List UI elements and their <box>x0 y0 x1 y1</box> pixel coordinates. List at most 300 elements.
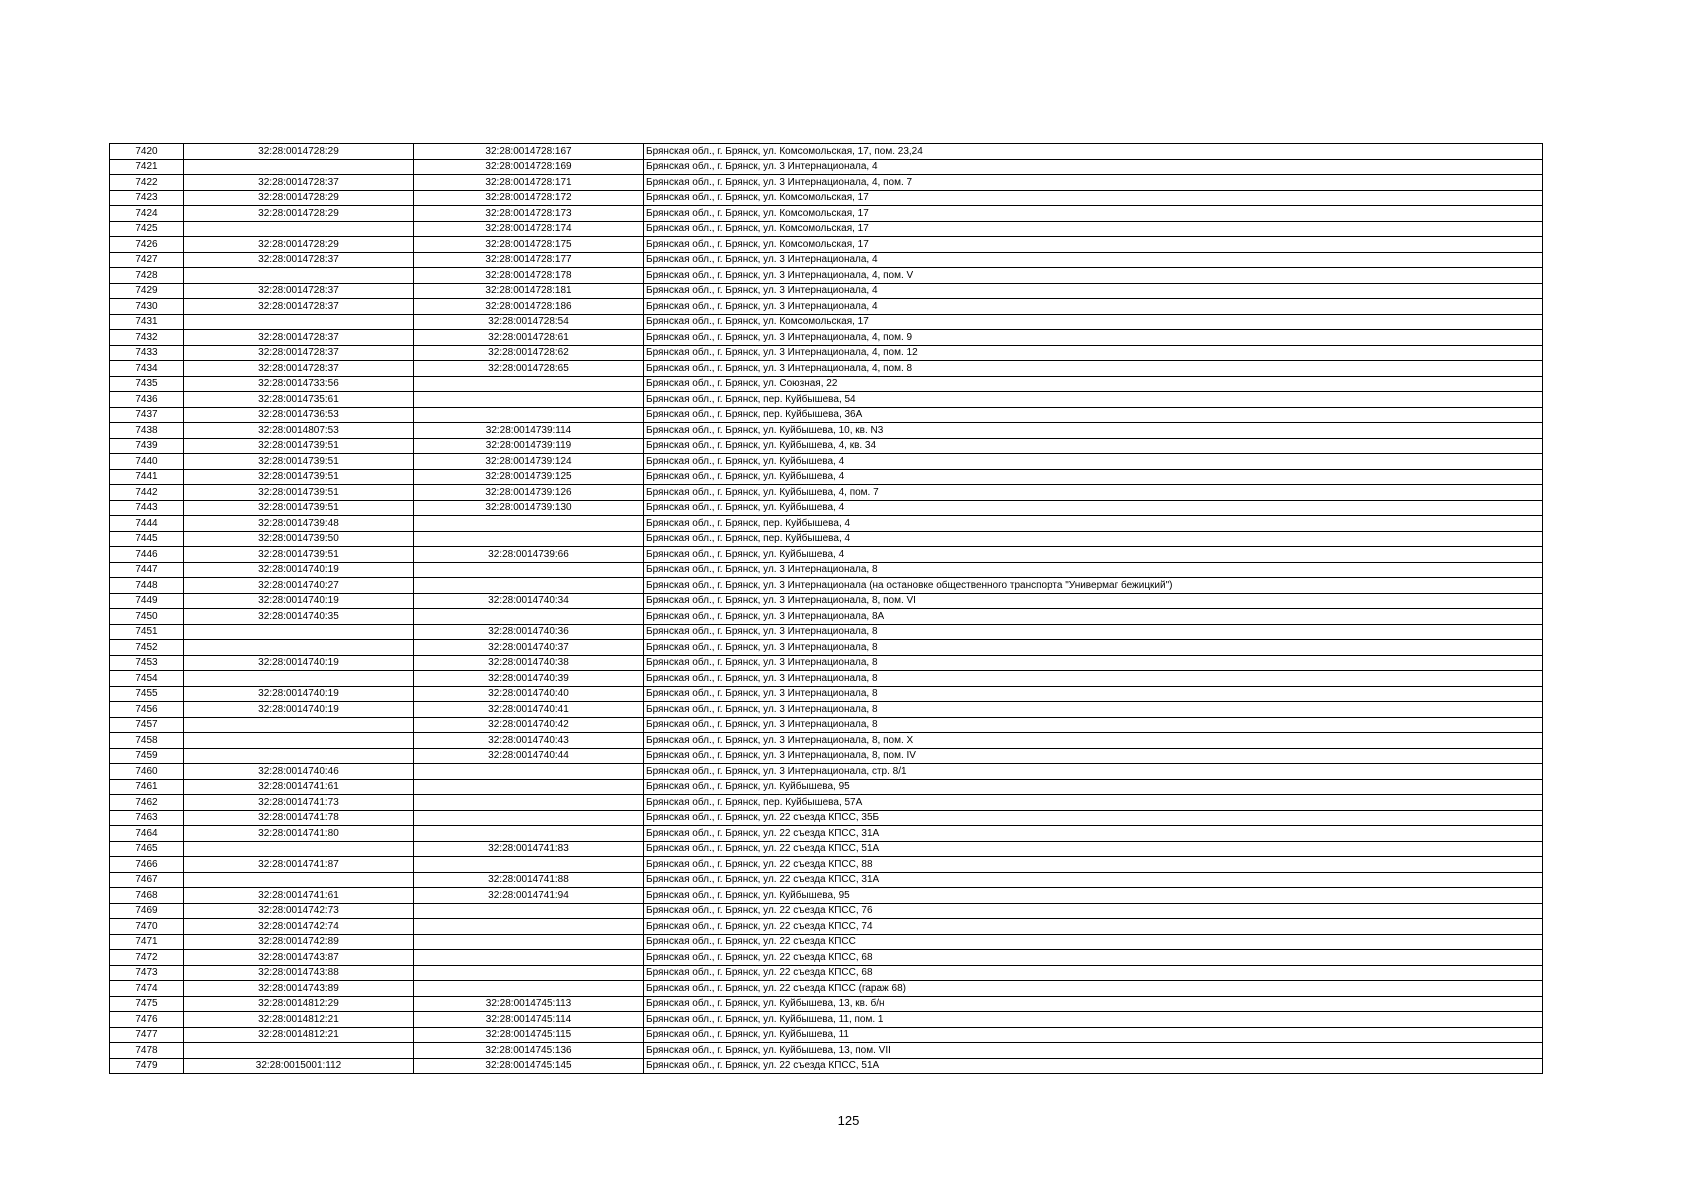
table-row <box>110 392 1543 408</box>
address-cell: Брянская обл., г. Брянск, пер. Куйбышева, 57А <box>644 795 1543 811</box>
address-cell: Брянская обл., г. Брянск, ул. 3 Интернационала, 4 <box>644 283 1543 299</box>
object-cadastral-number-cell: 32:28:0014728:175 <box>414 237 644 253</box>
table-row <box>110 934 1543 950</box>
table-row <box>110 299 1543 315</box>
land-cadastral-number-cell: 32:28:0014812:21 <box>184 1027 414 1043</box>
row-number-cell: 7422 <box>110 175 184 191</box>
table-row <box>110 1027 1543 1043</box>
address-cell: Брянская обл., г. Брянск, ул. 22 съезда КПСС, 51А <box>644 1058 1543 1074</box>
object-cadastral-number-cell <box>414 795 644 811</box>
table-row <box>110 795 1543 811</box>
land-cadastral-number-cell: 32:28:0014740:19 <box>184 702 414 718</box>
land-cadastral-number-cell <box>184 841 414 857</box>
row-number-cell: 7461 <box>110 779 184 795</box>
address-cell: Брянская обл., г. Брянск, ул. Комсомольская, 17, пом. 23,24 <box>644 144 1543 160</box>
land-cadastral-number-cell: 32:28:0014728:37 <box>184 283 414 299</box>
object-cadastral-number-cell <box>414 903 644 919</box>
object-cadastral-number-cell: 32:28:0014728:177 <box>414 252 644 268</box>
page-number: 125 <box>837 1113 860 1128</box>
row-number-cell: 7442 <box>110 485 184 501</box>
object-cadastral-number-cell <box>414 826 644 842</box>
row-number-cell: 7454 <box>110 671 184 687</box>
table-row <box>110 500 1543 516</box>
property-table <box>109 143 1543 1074</box>
land-cadastral-number-cell: 32:28:0014736:53 <box>184 407 414 423</box>
address-cell: Брянская обл., г. Брянск, ул. 3 Интернационала, 4 <box>644 299 1543 315</box>
table-row <box>110 888 1543 904</box>
table-row <box>110 1058 1543 1074</box>
table-row <box>110 841 1543 857</box>
row-number-cell: 7438 <box>110 423 184 439</box>
table-row <box>110 314 1543 330</box>
land-cadastral-number-cell: 32:28:0014728:37 <box>184 175 414 191</box>
object-cadastral-number-cell: 32:28:0014739:66 <box>414 547 644 563</box>
land-cadastral-number-cell <box>184 314 414 330</box>
address-cell: Брянская обл., г. Брянск, ул. 3 Интернационала, 8 <box>644 671 1543 687</box>
address-cell: Брянская обл., г. Брянск, ул. 3 Интернационала, 4, пом. 8 <box>644 361 1543 377</box>
table-body <box>110 144 1543 1074</box>
land-cadastral-number-cell: 32:28:0014728:29 <box>184 144 414 160</box>
land-cadastral-number-cell: 32:28:0014739:51 <box>184 500 414 516</box>
object-cadastral-number-cell: 32:28:0014740:34 <box>414 593 644 609</box>
table-row <box>110 671 1543 687</box>
row-number-cell: 7464 <box>110 826 184 842</box>
object-cadastral-number-cell: 32:28:0014728:174 <box>414 221 644 237</box>
address-cell: Брянская обл., г. Брянск, ул. 3 Интернационала, 4, пом. 12 <box>644 345 1543 361</box>
table-row <box>110 624 1543 640</box>
row-number-cell: 7441 <box>110 469 184 485</box>
land-cadastral-number-cell: 32:28:0014739:51 <box>184 438 414 454</box>
row-number-cell: 7457 <box>110 717 184 733</box>
address-cell: Брянская обл., г. Брянск, ул. 3 Интернационала (на остановке общественного транспорта "Универмаг бежицкий") <box>644 578 1543 594</box>
table-row <box>110 686 1543 702</box>
row-number-cell: 7424 <box>110 206 184 222</box>
object-cadastral-number-cell: 32:28:0014740:44 <box>414 748 644 764</box>
row-number-cell: 7426 <box>110 237 184 253</box>
address-cell: Брянская обл., г. Брянск, ул. 22 съезда КПСС, 31А <box>644 826 1543 842</box>
address-cell: Брянская обл., г. Брянск, ул. 22 съезда КПСС, 68 <box>644 965 1543 981</box>
object-cadastral-number-cell <box>414 934 644 950</box>
row-number-cell: 7444 <box>110 516 184 532</box>
row-number-cell: 7477 <box>110 1027 184 1043</box>
land-cadastral-number-cell <box>184 748 414 764</box>
row-number-cell: 7437 <box>110 407 184 423</box>
row-number-cell: 7436 <box>110 392 184 408</box>
table-row <box>110 206 1543 222</box>
table-row <box>110 361 1543 377</box>
table-row <box>110 872 1543 888</box>
address-cell: Брянская обл., г. Брянск, ул. Куйбышева, 95 <box>644 779 1543 795</box>
table-row <box>110 516 1543 532</box>
table-row <box>110 423 1543 439</box>
object-cadastral-number-cell: 32:28:0014739:125 <box>414 469 644 485</box>
address-cell: Брянская обл., г. Брянск, ул. Союзная, 22 <box>644 376 1543 392</box>
table-row <box>110 748 1543 764</box>
table-row <box>110 640 1543 656</box>
table-row <box>110 996 1543 1012</box>
row-number-cell: 7434 <box>110 361 184 377</box>
row-number-cell: 7421 <box>110 159 184 175</box>
object-cadastral-number-cell: 32:28:0014739:124 <box>414 454 644 470</box>
table-row <box>110 702 1543 718</box>
land-cadastral-number-cell: 32:28:0014741:73 <box>184 795 414 811</box>
object-cadastral-number-cell <box>414 981 644 997</box>
address-cell: Брянская обл., г. Брянск, ул. Куйбышева, 11, пом. 1 <box>644 1012 1543 1028</box>
object-cadastral-number-cell: 32:28:0014740:43 <box>414 733 644 749</box>
land-cadastral-number-cell: 32:28:0014741:78 <box>184 810 414 826</box>
land-cadastral-number-cell: 32:28:0015001:112 <box>184 1058 414 1074</box>
land-cadastral-number-cell <box>184 640 414 656</box>
address-cell: Брянская обл., г. Брянск, пер. Куйбышева, 4 <box>644 516 1543 532</box>
object-cadastral-number-cell <box>414 531 644 547</box>
object-cadastral-number-cell: 32:28:0014745:114 <box>414 1012 644 1028</box>
address-cell: Брянская обл., г. Брянск, ул. Комсомольская, 17 <box>644 206 1543 222</box>
land-cadastral-number-cell: 32:28:0014742:89 <box>184 934 414 950</box>
row-number-cell: 7432 <box>110 330 184 346</box>
address-cell: Брянская обл., г. Брянск, ул. 22 съезда КПСС, 76 <box>644 903 1543 919</box>
land-cadastral-number-cell: 32:28:0014728:37 <box>184 361 414 377</box>
table-row <box>110 965 1543 981</box>
land-cadastral-number-cell: 32:28:0014728:29 <box>184 206 414 222</box>
address-cell: Брянская обл., г. Брянск, ул. 3 Интернационала, стр. 8/1 <box>644 764 1543 780</box>
land-cadastral-number-cell: 32:28:0014728:37 <box>184 252 414 268</box>
row-number-cell: 7427 <box>110 252 184 268</box>
land-cadastral-number-cell: 32:28:0014735:61 <box>184 392 414 408</box>
object-cadastral-number-cell <box>414 810 644 826</box>
object-cadastral-number-cell: 32:28:0014740:42 <box>414 717 644 733</box>
row-number-cell: 7459 <box>110 748 184 764</box>
table-row <box>110 144 1543 160</box>
address-cell: Брянская обл., г. Брянск, ул. Комсомольская, 17 <box>644 314 1543 330</box>
table-row <box>110 609 1543 625</box>
row-number-cell: 7452 <box>110 640 184 656</box>
table-row <box>110 733 1543 749</box>
row-number-cell: 7443 <box>110 500 184 516</box>
object-cadastral-number-cell: 32:28:0014728:62 <box>414 345 644 361</box>
address-cell: Брянская обл., г. Брянск, ул. 3 Интернационала, 4 <box>644 252 1543 268</box>
land-cadastral-number-cell: 32:28:0014728:29 <box>184 190 414 206</box>
object-cadastral-number-cell <box>414 609 644 625</box>
land-cadastral-number-cell: 32:28:0014739:51 <box>184 469 414 485</box>
address-cell: Брянская обл., г. Брянск, ул. 22 съезда КПСС, 35Б <box>644 810 1543 826</box>
land-cadastral-number-cell: 32:28:0014741:87 <box>184 857 414 873</box>
object-cadastral-number-cell: 32:28:0014740:36 <box>414 624 644 640</box>
address-cell: Брянская обл., г. Брянск, пер. Куйбышева, 54 <box>644 392 1543 408</box>
object-cadastral-number-cell: 32:28:0014741:83 <box>414 841 644 857</box>
land-cadastral-number-cell <box>184 872 414 888</box>
table-row <box>110 919 1543 935</box>
row-number-cell: 7447 <box>110 562 184 578</box>
row-number-cell: 7448 <box>110 578 184 594</box>
table-row <box>110 438 1543 454</box>
row-number-cell: 7440 <box>110 454 184 470</box>
table-row <box>110 857 1543 873</box>
land-cadastral-number-cell: 32:28:0014728:37 <box>184 299 414 315</box>
address-cell: Брянская обл., г. Брянск, ул. 22 съезда КПСС, 88 <box>644 857 1543 873</box>
address-cell: Брянская обл., г. Брянск, ул. Куйбышева, 4 <box>644 454 1543 470</box>
land-cadastral-number-cell: 32:28:0014740:46 <box>184 764 414 780</box>
land-cadastral-number-cell <box>184 1043 414 1059</box>
object-cadastral-number-cell <box>414 578 644 594</box>
land-cadastral-number-cell: 32:28:0014741:61 <box>184 779 414 795</box>
table-row <box>110 981 1543 997</box>
land-cadastral-number-cell: 32:28:0014740:19 <box>184 562 414 578</box>
land-cadastral-number-cell <box>184 159 414 175</box>
land-cadastral-number-cell: 32:28:0014740:27 <box>184 578 414 594</box>
row-number-cell: 7462 <box>110 795 184 811</box>
object-cadastral-number-cell: 32:28:0014740:41 <box>414 702 644 718</box>
table-row <box>110 454 1543 470</box>
row-number-cell: 7465 <box>110 841 184 857</box>
address-cell: Брянская обл., г. Брянск, ул. 3 Интернационала, 8 <box>644 640 1543 656</box>
table-row <box>110 950 1543 966</box>
row-number-cell: 7472 <box>110 950 184 966</box>
land-cadastral-number-cell <box>184 624 414 640</box>
address-cell: Брянская обл., г. Брянск, пер. Куйбышева, 4 <box>644 531 1543 547</box>
table-row <box>110 903 1543 919</box>
row-number-cell: 7460 <box>110 764 184 780</box>
object-cadastral-number-cell: 32:28:0014740:37 <box>414 640 644 656</box>
land-cadastral-number-cell <box>184 671 414 687</box>
address-cell: Брянская обл., г. Брянск, ул. 3 Интернационала, 8 <box>644 655 1543 671</box>
land-cadastral-number-cell: 32:28:0014743:89 <box>184 981 414 997</box>
object-cadastral-number-cell: 32:28:0014728:171 <box>414 175 644 191</box>
table-row <box>110 283 1543 299</box>
object-cadastral-number-cell: 32:28:0014728:178 <box>414 268 644 284</box>
address-cell: Брянская обл., г. Брянск, ул. 3 Интернационала, 8 <box>644 702 1543 718</box>
object-cadastral-number-cell: 32:28:0014745:136 <box>414 1043 644 1059</box>
object-cadastral-number-cell: 32:28:0014728:181 <box>414 283 644 299</box>
object-cadastral-number-cell: 32:28:0014745:115 <box>414 1027 644 1043</box>
object-cadastral-number-cell: 32:28:0014728:172 <box>414 190 644 206</box>
table-row <box>110 159 1543 175</box>
land-cadastral-number-cell: 32:28:0014741:80 <box>184 826 414 842</box>
row-number-cell: 7469 <box>110 903 184 919</box>
address-cell: Брянская обл., г. Брянск, ул. Куйбышева, 4 <box>644 547 1543 563</box>
address-cell: Брянская обл., г. Брянск, ул. 3 Интернационала, 4, пом. 7 <box>644 175 1543 191</box>
row-number-cell: 7479 <box>110 1058 184 1074</box>
row-number-cell: 7474 <box>110 981 184 997</box>
land-cadastral-number-cell: 32:28:0014733:56 <box>184 376 414 392</box>
object-cadastral-number-cell: 32:28:0014728:65 <box>414 361 644 377</box>
row-number-cell: 7470 <box>110 919 184 935</box>
object-cadastral-number-cell <box>414 516 644 532</box>
address-cell: Брянская обл., г. Брянск, ул. 22 съезда КПСС, 74 <box>644 919 1543 935</box>
object-cadastral-number-cell <box>414 407 644 423</box>
land-cadastral-number-cell: 32:28:0014740:35 <box>184 609 414 625</box>
row-number-cell: 7446 <box>110 547 184 563</box>
table-row <box>110 407 1543 423</box>
address-cell: Брянская обл., г. Брянск, ул. Куйбышева, 4 <box>644 469 1543 485</box>
land-cadastral-number-cell: 32:28:0014742:74 <box>184 919 414 935</box>
address-cell: Брянская обл., г. Брянск, ул. 3 Интернационала, 8 <box>644 686 1543 702</box>
address-cell: Брянская обл., г. Брянск, ул. Куйбышева, 10, кв. N3 <box>644 423 1543 439</box>
address-cell: Брянская обл., г. Брянск, ул. 3 Интернационала, 4, пом. V <box>644 268 1543 284</box>
table-row <box>110 764 1543 780</box>
land-cadastral-number-cell: 32:28:0014739:51 <box>184 485 414 501</box>
land-cadastral-number-cell: 32:28:0014812:29 <box>184 996 414 1012</box>
land-cadastral-number-cell: 32:28:0014739:51 <box>184 547 414 563</box>
object-cadastral-number-cell <box>414 764 644 780</box>
row-number-cell: 7475 <box>110 996 184 1012</box>
row-number-cell: 7451 <box>110 624 184 640</box>
table-row <box>110 221 1543 237</box>
table-row <box>110 237 1543 253</box>
land-cadastral-number-cell <box>184 717 414 733</box>
row-number-cell: 7435 <box>110 376 184 392</box>
address-cell: Брянская обл., г. Брянск, ул. 3 Интернационала, 4 <box>644 159 1543 175</box>
table-row <box>110 1043 1543 1059</box>
object-cadastral-number-cell <box>414 857 644 873</box>
object-cadastral-number-cell: 32:28:0014740:40 <box>414 686 644 702</box>
object-cadastral-number-cell: 32:28:0014740:39 <box>414 671 644 687</box>
table-row <box>110 717 1543 733</box>
address-cell: Брянская обл., г. Брянск, ул. 3 Интернационала, 4, пом. 9 <box>644 330 1543 346</box>
table-row <box>110 779 1543 795</box>
object-cadastral-number-cell <box>414 376 644 392</box>
row-number-cell: 7466 <box>110 857 184 873</box>
table-row <box>110 252 1543 268</box>
table-row <box>110 810 1543 826</box>
row-number-cell: 7431 <box>110 314 184 330</box>
object-cadastral-number-cell: 32:28:0014745:145 <box>414 1058 644 1074</box>
address-cell: Брянская обл., г. Брянск, ул. 3 Интернационала, 8, пом. IV <box>644 748 1543 764</box>
address-cell: Брянская обл., г. Брянск, ул. Куйбышева, 95 <box>644 888 1543 904</box>
object-cadastral-number-cell: 32:28:0014745:113 <box>414 996 644 1012</box>
row-number-cell: 7458 <box>110 733 184 749</box>
row-number-cell: 7425 <box>110 221 184 237</box>
land-cadastral-number-cell: 32:28:0014740:19 <box>184 593 414 609</box>
row-number-cell: 7467 <box>110 872 184 888</box>
address-cell: Брянская обл., г. Брянск, ул. Куйбышева, 4, пом. 7 <box>644 485 1543 501</box>
table-row <box>110 376 1543 392</box>
address-cell: Брянская обл., г. Брянск, ул. Куйбышева, 4, кв. 34 <box>644 438 1543 454</box>
land-cadastral-number-cell: 32:28:0014739:48 <box>184 516 414 532</box>
address-cell: Брянская обл., г. Брянск, ул. 22 съезда КПСС <box>644 934 1543 950</box>
land-cadastral-number-cell: 32:28:0014742:73 <box>184 903 414 919</box>
row-number-cell: 7453 <box>110 655 184 671</box>
address-cell: Брянская обл., г. Брянск, ул. 22 съезда КПСС, 31А <box>644 872 1543 888</box>
row-number-cell: 7456 <box>110 702 184 718</box>
land-cadastral-number-cell: 32:28:0014807:53 <box>184 423 414 439</box>
row-number-cell: 7450 <box>110 609 184 625</box>
table-row <box>110 190 1543 206</box>
object-cadastral-number-cell: 32:28:0014740:38 <box>414 655 644 671</box>
row-number-cell: 7429 <box>110 283 184 299</box>
table-row <box>110 330 1543 346</box>
row-number-cell: 7473 <box>110 965 184 981</box>
row-number-cell: 7430 <box>110 299 184 315</box>
land-cadastral-number-cell: 32:28:0014741:61 <box>184 888 414 904</box>
row-number-cell: 7445 <box>110 531 184 547</box>
address-cell: Брянская обл., г. Брянск, ул. 22 съезда КПСС (гараж 68) <box>644 981 1543 997</box>
address-cell: Брянская обл., г. Брянск, ул. Куйбышева, 13, кв. б/н <box>644 996 1543 1012</box>
object-cadastral-number-cell <box>414 919 644 935</box>
land-cadastral-number-cell: 32:28:0014728:37 <box>184 345 414 361</box>
row-number-cell: 7478 <box>110 1043 184 1059</box>
table-row <box>110 485 1543 501</box>
table-row <box>110 345 1543 361</box>
object-cadastral-number-cell <box>414 562 644 578</box>
object-cadastral-number-cell: 32:28:0014739:130 <box>414 500 644 516</box>
object-cadastral-number-cell <box>414 779 644 795</box>
address-cell: Брянская обл., г. Брянск, ул. Комсомольская, 17 <box>644 221 1543 237</box>
object-cadastral-number-cell: 32:28:0014739:114 <box>414 423 644 439</box>
table-row <box>110 578 1543 594</box>
object-cadastral-number-cell: 32:28:0014728:169 <box>414 159 644 175</box>
row-number-cell: 7455 <box>110 686 184 702</box>
row-number-cell: 7439 <box>110 438 184 454</box>
table-row <box>110 562 1543 578</box>
address-cell: Брянская обл., г. Брянск, ул. 3 Интернационала, 8 <box>644 624 1543 640</box>
table-row <box>110 268 1543 284</box>
row-number-cell: 7428 <box>110 268 184 284</box>
table-row <box>110 826 1543 842</box>
object-cadastral-number-cell <box>414 950 644 966</box>
land-cadastral-number-cell: 32:28:0014812:21 <box>184 1012 414 1028</box>
land-cadastral-number-cell: 32:28:0014739:50 <box>184 531 414 547</box>
address-cell: Брянская обл., г. Брянск, ул. 3 Интернационала, 8А <box>644 609 1543 625</box>
table-row <box>110 547 1543 563</box>
address-cell: Брянская обл., г. Брянск, ул. 22 съезда КПСС, 68 <box>644 950 1543 966</box>
land-cadastral-number-cell: 32:28:0014740:19 <box>184 686 414 702</box>
row-number-cell: 7471 <box>110 934 184 950</box>
land-cadastral-number-cell: 32:28:0014740:19 <box>184 655 414 671</box>
address-cell: Брянская обл., г. Брянск, пер. Куйбышева, 36А <box>644 407 1543 423</box>
address-cell: Брянская обл., г. Брянск, ул. 22 съезда КПСС, 51А <box>644 841 1543 857</box>
row-number-cell: 7423 <box>110 190 184 206</box>
object-cadastral-number-cell: 32:28:0014739:119 <box>414 438 644 454</box>
address-cell: Брянская обл., г. Брянск, ул. Куйбышева, 13, пом. VII <box>644 1043 1543 1059</box>
object-cadastral-number-cell: 32:28:0014728:61 <box>414 330 644 346</box>
row-number-cell: 7463 <box>110 810 184 826</box>
address-cell: Брянская обл., г. Брянск, ул. Комсомольская, 17 <box>644 237 1543 253</box>
object-cadastral-number-cell: 32:28:0014728:186 <box>414 299 644 315</box>
address-cell: Брянская обл., г. Брянск, ул. 3 Интернационала, 8, пом. VI <box>644 593 1543 609</box>
land-cadastral-number-cell: 32:28:0014743:87 <box>184 950 414 966</box>
object-cadastral-number-cell <box>414 965 644 981</box>
address-cell: Брянская обл., г. Брянск, ул. 3 Интернационала, 8 <box>644 562 1543 578</box>
object-cadastral-number-cell: 32:28:0014728:173 <box>414 206 644 222</box>
object-cadastral-number-cell: 32:28:0014728:167 <box>414 144 644 160</box>
row-number-cell: 7468 <box>110 888 184 904</box>
land-cadastral-number-cell <box>184 221 414 237</box>
land-cadastral-number-cell: 32:28:0014728:29 <box>184 237 414 253</box>
object-cadastral-number-cell: 32:28:0014739:126 <box>414 485 644 501</box>
row-number-cell: 7449 <box>110 593 184 609</box>
land-cadastral-number-cell: 32:28:0014739:51 <box>184 454 414 470</box>
table-row <box>110 1012 1543 1028</box>
object-cadastral-number-cell: 32:28:0014741:94 <box>414 888 644 904</box>
table-row <box>110 655 1543 671</box>
land-cadastral-number-cell <box>184 268 414 284</box>
address-cell: Брянская обл., г. Брянск, ул. Комсомольская, 17 <box>644 190 1543 206</box>
table-row <box>110 531 1543 547</box>
address-cell: Брянская обл., г. Брянск, ул. 3 Интернационала, 8 <box>644 717 1543 733</box>
table-row <box>110 593 1543 609</box>
table-row <box>110 175 1543 191</box>
land-cadastral-number-cell: 32:28:0014728:37 <box>184 330 414 346</box>
object-cadastral-number-cell <box>414 392 644 408</box>
row-number-cell: 7420 <box>110 144 184 160</box>
land-cadastral-number-cell: 32:28:0014743:88 <box>184 965 414 981</box>
row-number-cell: 7476 <box>110 1012 184 1028</box>
table-row <box>110 469 1543 485</box>
address-cell: Брянская обл., г. Брянск, ул. Куйбышева, 11 <box>644 1027 1543 1043</box>
object-cadastral-number-cell: 32:28:0014741:88 <box>414 872 644 888</box>
object-cadastral-number-cell: 32:28:0014728:54 <box>414 314 644 330</box>
address-cell: Брянская обл., г. Брянск, ул. Куйбышева, 4 <box>644 500 1543 516</box>
